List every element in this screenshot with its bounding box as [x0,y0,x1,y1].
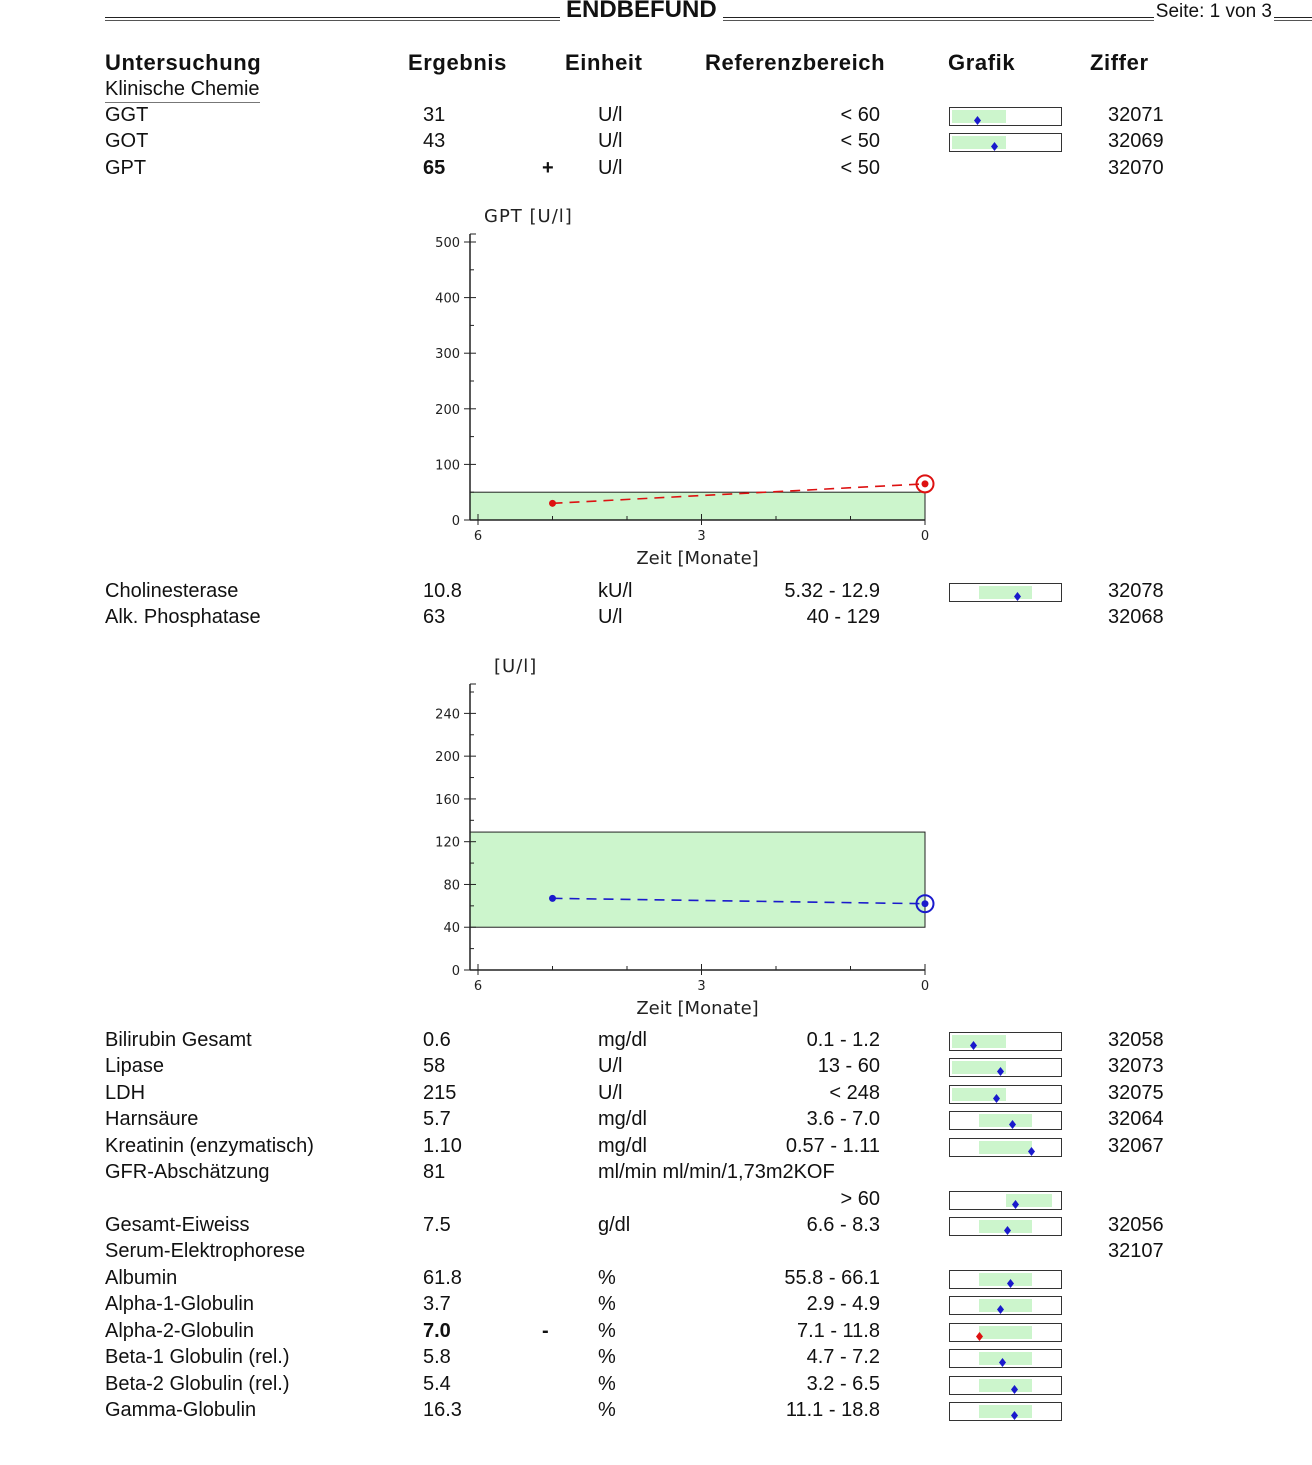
result-value: 43 [423,130,446,152]
data-point [922,900,929,907]
alk-phosphatase-trend-chart [410,648,950,1020]
test-name: Cholinesterase [105,580,239,602]
x-tick-label: 6 [473,529,483,544]
abnormal-value-marker [976,1328,983,1337]
value-marker [991,138,998,147]
range-gauge [949,1402,1062,1421]
result-value: 7.0 [423,1320,451,1342]
test-name: Gamma-Globulin [105,1399,257,1421]
test-name: Beta-2 Globulin (rel.) [105,1373,290,1395]
unit: U/l [598,130,623,152]
y-tick-label: 100 [435,458,460,474]
data-point [549,500,556,507]
billing-code: 32071 [1108,104,1164,126]
table-row [0,1188,1312,1214]
section-heading: Klinische Chemie [105,78,260,103]
result-value: 215 [423,1082,457,1104]
table-row [0,1029,1312,1055]
unit: mg/dl [598,1029,647,1051]
y-tick-label: 200 [435,750,460,766]
reference-range: 2.9 - 4.9 [806,1293,880,1315]
result-value: 10.8 [423,580,462,602]
billing-code: 32064 [1108,1108,1164,1130]
column-header-unit: Einheit [565,50,643,75]
range-gauge [949,1032,1062,1051]
column-header-result: Ergebnis [408,50,507,75]
value-marker [993,1090,1000,1099]
unit: % [598,1399,616,1421]
table-row [0,1293,1312,1319]
range-gauge [949,1058,1062,1077]
table-row [0,1346,1312,1372]
test-name: Alpha-1-Globulin [105,1293,254,1315]
table-row [0,130,1312,156]
value-marker [999,1354,1006,1363]
reference-range: < 50 [840,130,880,152]
result-flag: + [542,157,554,179]
range-gauge [949,1270,1062,1289]
x-tick-label: 0 [920,979,930,994]
y-tick-label: 0 [451,964,460,979]
x-axis-label: Zeit [Monate] [636,998,759,1019]
x-tick-label: 3 [697,979,706,994]
reference-band [979,1273,1033,1286]
y-tick-label: 160 [435,792,460,808]
data-point [922,480,929,487]
reference-range: 40 - 129 [806,606,880,628]
result-value: 16.3 [423,1399,462,1421]
range-gauge [949,1296,1062,1315]
value-marker [997,1301,1004,1310]
billing-code: 32058 [1108,1029,1164,1051]
result-value: 0.6 [423,1029,451,1051]
x-axis-label: Zeit [Monate] [636,548,759,569]
result-value: 3.7 [423,1293,451,1315]
table-row [0,1108,1312,1134]
range-gauge [949,1323,1062,1342]
table-row [0,580,1312,606]
value-marker [1028,1143,1035,1152]
range-gauge [949,1376,1062,1395]
value-marker [970,1037,977,1046]
value-marker [997,1063,1004,1072]
test-name: Alpha-2-Globulin [105,1320,254,1342]
billing-code: 32056 [1108,1214,1164,1236]
y-tick-label: 0 [451,514,460,529]
range-gauge [949,133,1062,152]
billing-code: 32073 [1108,1055,1164,1077]
reference-range: 11.1 - 18.8 [785,1399,880,1421]
billing-code: 32107 [1108,1240,1164,1262]
unit: % [598,1267,616,1289]
test-name: GOT [105,130,149,152]
unit: U/l [598,606,623,628]
range-gauge [949,1217,1062,1236]
table-row [0,1135,1312,1161]
column-header-reference: Referenzbereich [705,50,886,75]
range-gauge [949,583,1062,602]
result-value: 63 [423,606,446,628]
reference-range: 55.8 - 66.1 [784,1267,880,1289]
result-value: 58 [423,1055,446,1077]
x-tick-label: 3 [697,529,706,544]
value-marker [1012,1196,1019,1205]
billing-code: 32068 [1108,606,1164,628]
value-marker [1011,1381,1018,1390]
result-value: 5.7 [423,1108,451,1130]
reference-range: 0.1 - 1.2 [806,1029,880,1051]
reference-band [952,1035,1006,1048]
result-value: 1.10 [423,1135,462,1157]
value-marker [1011,1407,1018,1416]
test-name: Alk. Phosphatase [105,606,261,628]
table-row [0,1399,1312,1425]
document-title: ENDBEFUND [560,0,723,24]
billing-code: 32078 [1108,580,1164,602]
reference-band [470,832,925,927]
billing-code: 32075 [1108,1082,1164,1104]
reference-range: > 60 [840,1188,880,1210]
unit: U/l [598,104,623,126]
billing-code: 32069 [1108,130,1164,152]
reference-range: < 248 [829,1082,880,1104]
unit: % [598,1373,616,1395]
table-row [0,1267,1312,1293]
data-point [549,895,556,902]
reference-range: 6.6 - 8.3 [806,1214,880,1236]
test-name: Beta-1 Globulin (rel.) [105,1346,290,1368]
column-header-code: Ziffer [1090,50,1149,75]
x-tick-label: 6 [473,979,483,994]
test-name: Harnsäure [105,1108,199,1130]
table-row [0,1214,1312,1240]
range-gauge [949,1349,1062,1368]
table-row [0,1320,1312,1346]
table-row [0,1082,1312,1108]
test-name: LDH [105,1082,146,1104]
value-marker [974,112,981,121]
y-tick-label: 400 [435,291,460,307]
range-gauge [949,1085,1062,1104]
reference-range: 3.6 - 7.0 [806,1108,880,1130]
value-marker [1004,1222,1011,1231]
result-value: 5.8 [423,1346,451,1368]
y-tick-label: 80 [443,878,460,894]
reference-range: 3.2 - 6.5 [806,1373,880,1395]
column-header-test: Untersuchung [105,50,262,75]
unit: mg/dl [598,1135,647,1157]
result-value: 81 [423,1161,446,1183]
reference-band [979,1299,1033,1312]
unit: % [598,1293,616,1315]
value-marker [1007,1275,1014,1284]
range-gauge [949,107,1062,126]
y-tick-label: 300 [435,347,460,363]
y-tick-label: 240 [435,707,460,723]
reference-range: < 50 [840,157,880,179]
test-name: Serum-Elektrophorese [105,1240,306,1262]
value-marker [1009,1116,1016,1125]
range-gauge [949,1111,1062,1130]
reference-band [979,1379,1033,1392]
test-name: Kreatinin (enzymatisch) [105,1135,314,1157]
table-row [0,1373,1312,1399]
value-marker [1014,588,1021,597]
reference-range: 5.32 - 12.9 [784,580,880,602]
unit: % [598,1346,616,1368]
table-row [0,104,1312,130]
x-tick-label: 0 [920,529,930,544]
result-value: 61.8 [423,1267,462,1289]
reference-band [979,586,1033,599]
table-row [0,1240,1312,1266]
chart-title: GPT [U/l] [484,206,573,227]
test-name: Bilirubin Gesamt [105,1029,252,1051]
unit: ml/min ml/min/1,73m2KOF [598,1161,835,1183]
table-row [0,606,1312,632]
y-tick-label: 500 [435,236,460,251]
reference-band [979,1141,1033,1154]
billing-code: 32070 [1108,157,1164,179]
unit: U/l [598,1082,623,1104]
unit: U/l [598,1055,623,1077]
unit: mg/dl [598,1108,647,1130]
test-name: Lipase [105,1055,164,1077]
reference-range: < 60 [840,104,880,126]
unit: kU/l [598,580,633,602]
page-number: Seite: 1 von 3 [1155,1,1272,22]
range-gauge [949,1138,1062,1157]
result-value: 5.4 [423,1373,451,1395]
gpt-trend-chart [410,198,950,570]
table-row [0,1161,1312,1187]
test-name: GFR-Abschätzung [105,1161,270,1183]
test-name: GPT [105,157,147,179]
reference-range: 4.7 - 7.2 [806,1346,880,1368]
reference-band [979,1405,1033,1418]
range-gauge [949,1191,1062,1210]
reference-range: 0.57 - 1.11 [785,1135,880,1157]
result-flag: - [542,1320,549,1342]
y-tick-label: 200 [435,402,460,418]
reference-range: 13 - 60 [817,1055,880,1077]
y-tick-label: 40 [443,921,460,937]
test-name: GGT [105,104,149,126]
test-name: Albumin [105,1267,178,1289]
result-value: 31 [423,104,446,126]
column-header-graphic: Grafik [948,50,1016,75]
reference-band [979,1326,1033,1339]
unit: g/dl [598,1214,631,1236]
reference-band [979,1114,1033,1127]
table-row [0,157,1312,183]
result-value: 7.5 [423,1214,451,1236]
unit: U/l [598,157,623,179]
billing-code: 32067 [1108,1135,1164,1157]
test-name: Gesamt-Eiweiss [105,1214,250,1236]
reference-range: 7.1 - 11.8 [796,1320,880,1342]
result-value: 65 [423,157,446,179]
chart-title: [U/l] [494,656,538,677]
table-row [0,1055,1312,1081]
unit: % [598,1320,616,1342]
y-tick-label: 120 [435,835,460,851]
